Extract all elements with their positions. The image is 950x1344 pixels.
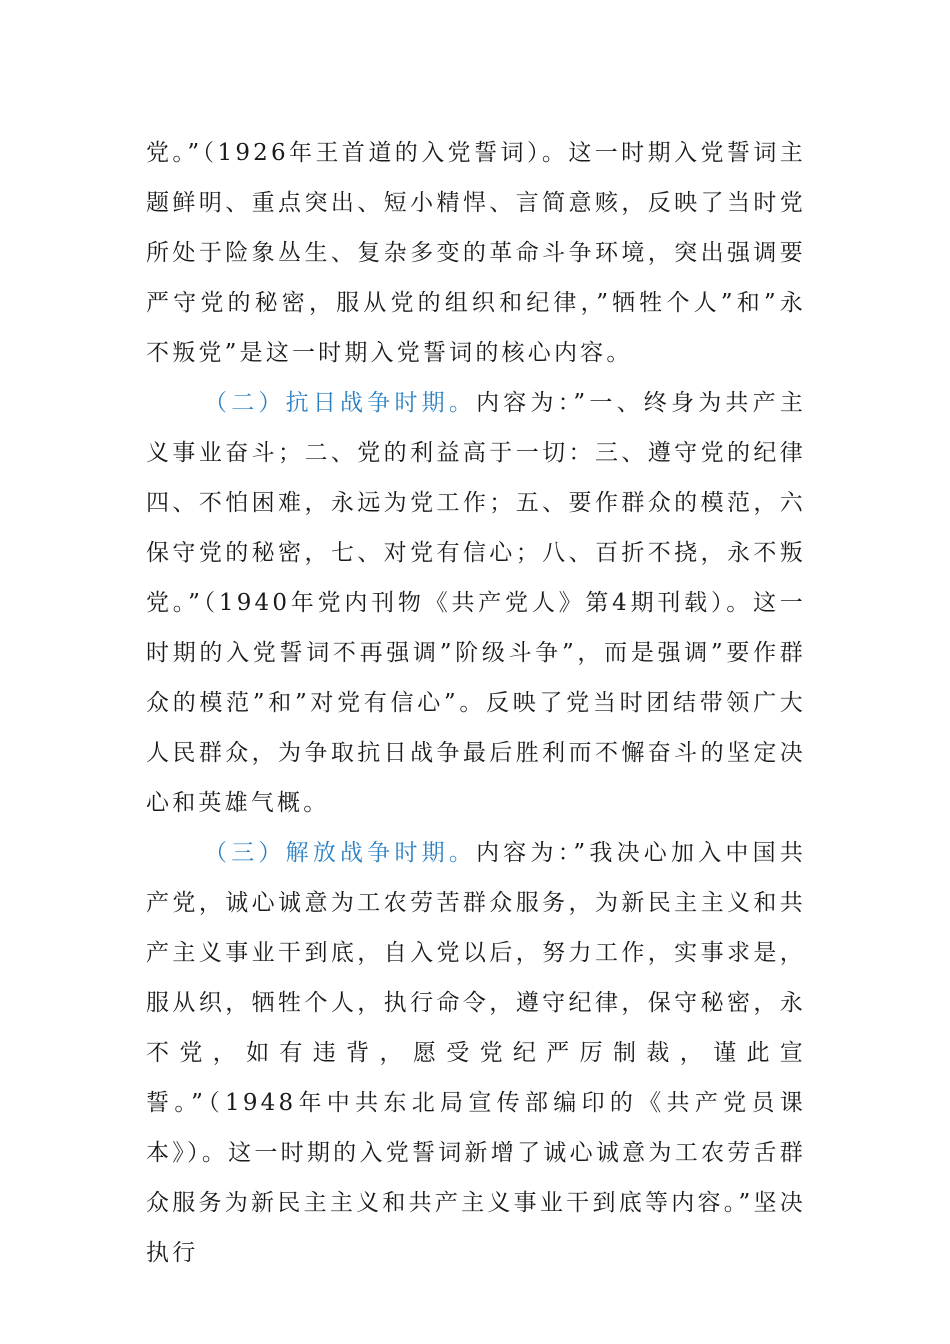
paragraph-text: 内容为：”我决心加入中国共产党，诚心诚意为工农劳苦群众服务，为新民主主义和共产主义事业干到底，自入党以后，努力工作，实事求是，服从织，牺牲个人，执行命令，遵守纪律，保守秘密，永不党，如有违背，愿受党纪严厉制裁，谨此宣誓。”（1948年中共东北局宣传部编印的《共产党员课本》）。这一时期的入党誓词新增了诚心诚意为工农劳舌群众服务为新民主主义和共产主义事业干到底等内容。”坚决执行 [146, 840, 807, 1266]
document-body [146, 128, 806, 1278]
paragraph-text: 内容为：”一、终身为共产主义事业奋斗；二、党的利益高于一切：三、遵守党的纪律四、不怕困难，永远为党工作；五、要作群众的模范，六保守党的秘密，七、对党有信心；八、百折不挠，永不叛党。”（1940年党内刊物《共产党人》第4期刊载）。这一时期的入党誓词不再强调”阶级斗争”，而是强调”要作群众的模范”和”对党有信心”。反映了党当时团结带领广大人民群众，为争取抗日战争最后胜利而不懈奋斗的坚定决心和英雄气概。 [146, 390, 807, 816]
paragraph-anti-japanese-war [146, 378, 806, 828]
section-heading: （二）抗日战争时期。 [204, 390, 477, 416]
paragraph-text: 党。”（1926年王首道的入党誓词）。这一时期入党誓词主题鲜明、重点突出、短小精悍、言简意赅，反映了当时党所处于险象丛生、复杂多变的革命斗争环境，突出强调要严守党的秘密，服从党的组织和纪律，”牺牲个人”和”永不叛党”是这一时期入党誓词的核心内容。 [146, 140, 806, 366]
paragraph-continuation [146, 128, 806, 378]
section-heading: （三）解放战争时期。 [204, 840, 477, 866]
paragraph-liberation-war [146, 828, 806, 1278]
